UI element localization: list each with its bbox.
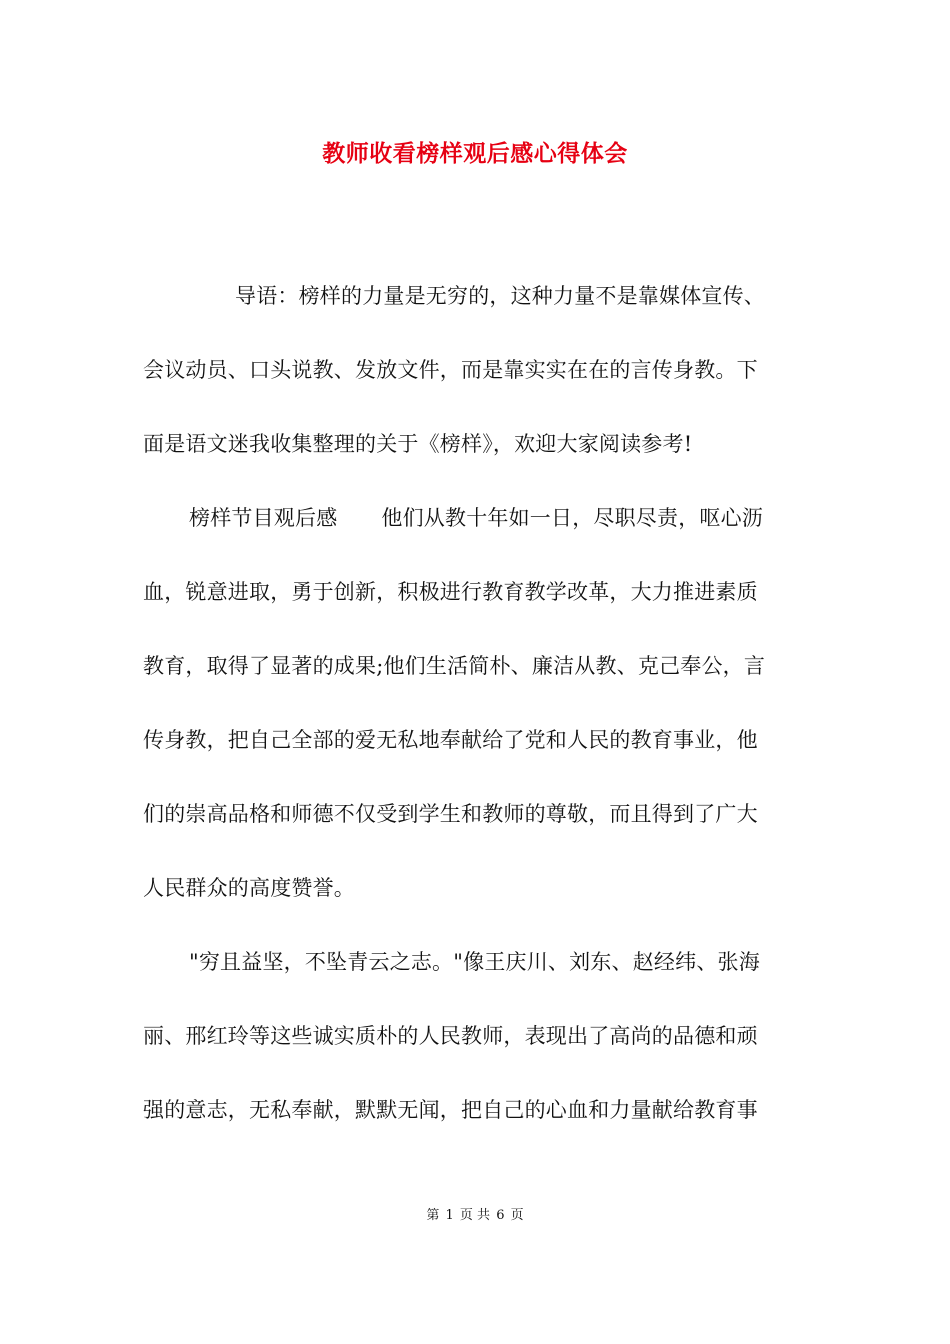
footer-page-number: 1 xyxy=(445,1208,454,1223)
paragraph-line: 血，锐意进取，勇于创新，积极进行教育教学改革，大力推进素质 xyxy=(143,580,758,604)
paragraph-line: 丽、邢红玲等这些诚实质朴的人民教师，表现出了高尚的品德和顽 xyxy=(143,1024,758,1048)
paragraph-line xyxy=(143,498,859,538)
document-title: 教师收看榜样观后感心得体会 xyxy=(322,140,628,167)
paragraph-line: 导语：榜样的力量是无穷的，这种力量不是靠媒体宣传、 xyxy=(235,284,765,308)
paragraph-text: 他们从教十年如一日，尽职尽责，呕心沥 xyxy=(381,506,764,530)
paragraph-line: 人民群众的高度赞誉。 xyxy=(143,876,355,900)
section-heading: 榜样节目观后感 xyxy=(189,506,338,530)
paragraph-line: 面是语文迷我收集整理的关于《榜样》，欢迎大家阅读参考! xyxy=(143,432,693,456)
paragraph-line: "穷且益坚，不坠青云之志。"像王庆川、刘东、赵经纬、张海 xyxy=(189,950,760,974)
footer-middle: 页 共 xyxy=(459,1208,491,1223)
paragraph-line: 强的意志，无私奉献，默默无闻，把自己的心血和力量献给教育事 xyxy=(143,1098,758,1122)
footer-total-pages: 6 xyxy=(496,1208,505,1223)
footer-suffix: 页 xyxy=(510,1208,524,1223)
page-footer xyxy=(0,1204,950,1228)
paragraph-line: 教育，取得了显著的成果;他们生活简朴、廉洁从教、克己奉公，言 xyxy=(143,654,766,678)
paragraph-line: 们的崇高品格和师德不仅受到学生和教师的尊敬，而且得到了广大 xyxy=(143,802,758,826)
paragraph-line: 会议动员、口头说教、发放文件，而是靠实实在在的言传身教。下 xyxy=(143,358,758,382)
paragraph-line: 传身教，把自己全部的爱无私地奉献给了党和人民的教育事业，他 xyxy=(143,728,758,752)
footer-prefix: 第 xyxy=(426,1208,440,1223)
